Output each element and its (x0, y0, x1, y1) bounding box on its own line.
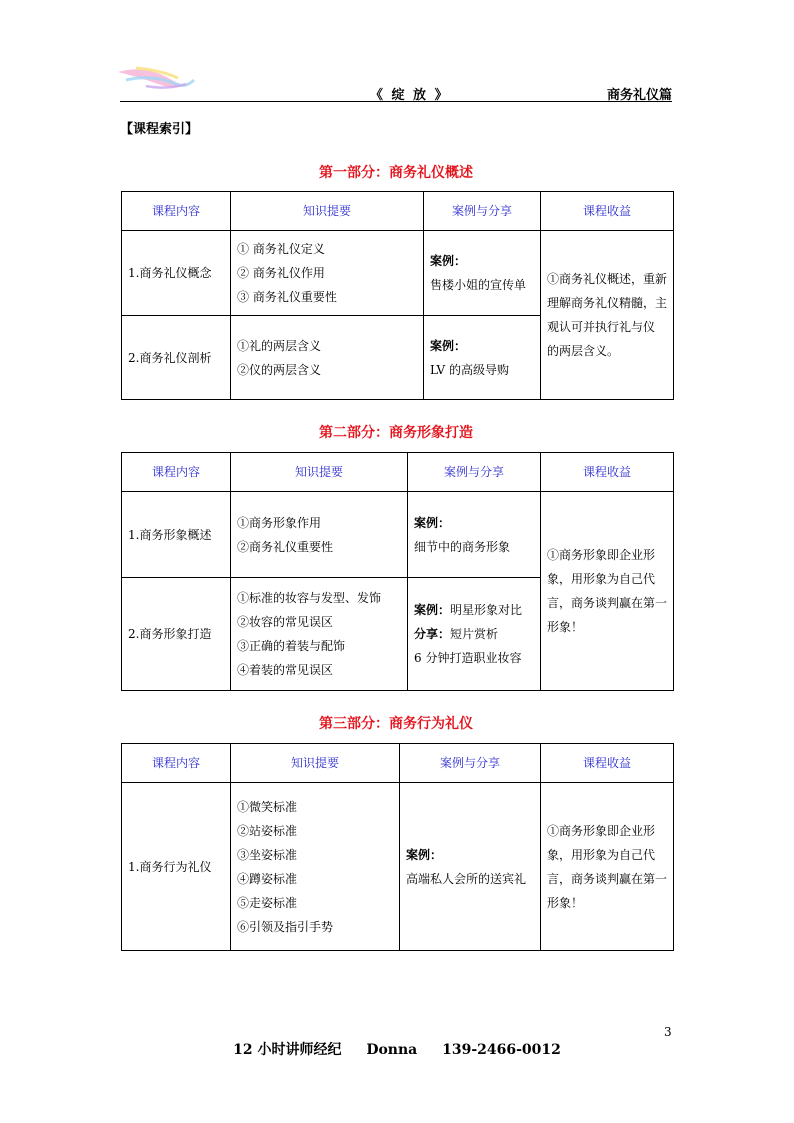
course-content-cell: 1.商务行为礼仪 (122, 783, 231, 951)
benefit-line: 观认可并执行礼与仪 (547, 320, 656, 334)
header-cases: 案例与分享 (424, 192, 541, 231)
knowledge-item: ③正确的着装与配饰 (237, 639, 346, 653)
benefit-line: 言，商务谈判赢在第一 (547, 596, 668, 610)
knowledge-item: ①微笑标准 (237, 799, 298, 814)
benefit-line: ①商务形象即企业形 (547, 548, 656, 562)
header-course-content: 课程内容 (122, 453, 231, 492)
case-text: 售楼小姐的宣传单 (430, 278, 527, 292)
part-3-title: 第三部分：商务行为礼仪 (319, 716, 473, 732)
knowledge-item: ②站姿标准 (237, 823, 298, 838)
case-text: 6 分钟打造职业妆容 (414, 651, 522, 665)
benefit-line: 形象！ (547, 895, 584, 910)
benefit-line: 形象！ (547, 620, 584, 634)
case-line (414, 598, 534, 622)
header-knowledge: 知识提要 (231, 453, 408, 492)
knowledge-item: ③ 商务礼仪重要性 (237, 290, 337, 304)
header-book-title: 《 绽 放 》 (370, 88, 450, 103)
table-row (122, 492, 674, 578)
knowledge-item: ⑥引领及指引手势 (237, 919, 334, 934)
header-knowledge: 知识提要 (231, 192, 424, 231)
course-content-cell: 2.商务形象打造 (122, 578, 231, 691)
header-cases: 案例与分享 (408, 453, 541, 492)
part-1-table (121, 191, 674, 400)
header-course-content: 课程内容 (122, 744, 231, 783)
share-line (414, 622, 534, 646)
header-benefit: 课程收益 (541, 453, 674, 492)
course-index-title: 【课程索引】 (120, 122, 199, 137)
share-label: 分享： (414, 627, 451, 641)
table-header-row (122, 453, 674, 492)
header-benefit: 课程收益 (541, 192, 674, 231)
case-label: 案例： (406, 847, 443, 862)
knowledge-item: ②妆容的常见误区 (237, 615, 334, 629)
table-header-row (122, 192, 674, 231)
footer-name: Donna (366, 1042, 418, 1058)
part-1-title: 第一部分：商务礼仪概述 (319, 165, 473, 181)
benefit-cell (541, 783, 674, 951)
benefit-line: 象，用形象为自己代 (547, 572, 656, 586)
table-row (122, 783, 674, 951)
header-knowledge: 知识提要 (231, 744, 400, 783)
course-content-cell: 1.商务礼仪概念 (122, 231, 231, 316)
header-section-title: 商务礼仪篇 (606, 88, 672, 103)
benefit-line: ①商务形象即企业形 (547, 823, 656, 838)
knowledge-item: ④着装的常见误区 (237, 663, 334, 677)
footer-phone: 139-2466-0012 (442, 1042, 561, 1058)
header-cases: 案例与分享 (400, 744, 541, 783)
benefit-cell (541, 492, 674, 691)
knowledge-item: ④蹲姿标准 (237, 871, 298, 886)
course-content-cell: 2.商务礼仪剖析 (122, 316, 231, 400)
case-cell (408, 578, 541, 691)
benefit-line: 理解商务礼仪精髓，主 (547, 296, 668, 310)
knowledge-item: ①礼的两层含义 (237, 338, 322, 353)
case-text: 明星形象对比 (450, 603, 523, 617)
case-label: 案例： (414, 603, 451, 617)
case-label: 案例： (430, 338, 467, 353)
benefit-cell (541, 231, 674, 400)
footer-contact (0, 1039, 794, 1059)
knowledge-item: ①标准的妆容与发型、发饰 (237, 591, 382, 605)
knowledge-item: ②商务礼仪重要性 (237, 539, 334, 554)
knowledge-item: ① 商务礼仪定义 (237, 242, 325, 256)
case-label: 案例： (414, 515, 451, 530)
table-row (122, 231, 674, 316)
knowledge-cell (231, 492, 408, 578)
benefit-line: 的两层含义。 (547, 344, 620, 358)
knowledge-cell (231, 231, 424, 316)
course-content-cell: 1.商务形象概述 (122, 492, 231, 578)
case-text: LV 的高级导购 (430, 362, 510, 377)
knowledge-cell (231, 578, 408, 691)
case-cell (408, 492, 541, 578)
benefit-line: 言，商务谈判赢在第一 (547, 871, 668, 886)
case-cell (424, 316, 541, 400)
case-cell (424, 231, 541, 316)
case-text: 细节中的商务形象 (414, 539, 511, 554)
knowledge-item: ①商务形象作用 (237, 515, 322, 530)
table-header-row (122, 744, 674, 783)
benefit-line: 象，用形象为自己代 (547, 847, 656, 862)
knowledge-item: ③坐姿标准 (237, 847, 298, 862)
share-text: 短片赏析 (450, 627, 499, 641)
part-2-table (121, 452, 674, 691)
header-benefit: 课程收益 (541, 744, 674, 783)
page-number: 3 (664, 1025, 672, 1039)
case-label: 案例： (430, 254, 467, 268)
header-course-content: 课程内容 (122, 192, 231, 231)
case-cell (400, 783, 541, 951)
footer-agency: 12 小时讲师经纪 (233, 1042, 342, 1058)
knowledge-item: ②仪的两层含义 (237, 362, 322, 377)
knowledge-cell (231, 316, 424, 400)
brand-logo-swoosh (116, 60, 196, 94)
knowledge-item: ⑤走姿标准 (237, 895, 298, 910)
part-3-table (121, 743, 674, 951)
part-2-title: 第二部分：商务形象打造 (319, 425, 473, 441)
knowledge-item: ② 商务礼仪作用 (237, 266, 325, 280)
benefit-line: ①商务礼仪概述，重新 (547, 272, 668, 286)
case-text: 高端私人会所的送宾礼 (406, 871, 527, 886)
header-divider (120, 101, 672, 102)
knowledge-cell (231, 783, 400, 951)
